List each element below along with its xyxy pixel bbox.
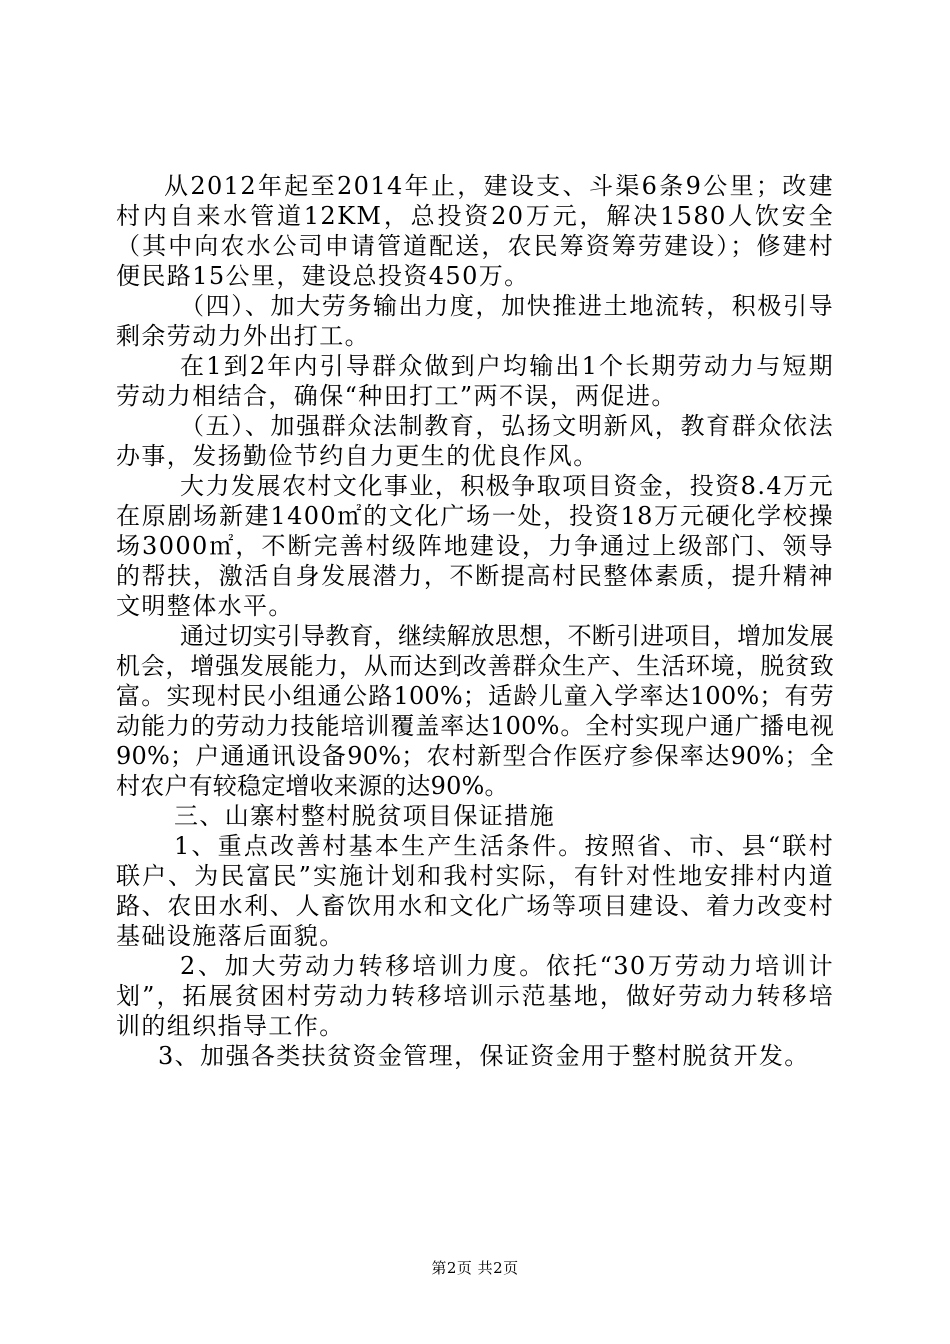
page-number: 第2页 共2页 bbox=[431, 1259, 519, 1277]
paragraph-measure-three: 3、加强各类扶贫资金管理，保证资金用于整村脱贫开发。 bbox=[158, 1042, 810, 1070]
paragraph-section-four-heading: （四）、加大劳务输出力度，加快推进土地流转，积极引导剩余劳动力外出打工。 bbox=[116, 292, 834, 350]
page-footer bbox=[0, 1258, 950, 1278]
paragraph-section-three-heading: 三、山寨村整村脱贫项目保证措施 bbox=[174, 802, 555, 830]
paragraph-water-infrastructure: 从2012年起至2014年止，建设支、斗渠6条9公里；改建村内自来水管道12KM，总投资20万元，解决1580人饮安全（其中向农水公司申请管道配送，农民筹资筹劳建设）；修建村便民路15公里，建设总投资450万。 bbox=[116, 172, 834, 290]
document-body bbox=[116, 171, 834, 1071]
paragraph-measure-one: 1、重点改善村基本生产生活条件。按照省、市、县“联村联户、为民富民”实施计划和我村实际，有针对性地安排村内道路、农田水利、人畜饮用水和文化广场等项目建设、着力改变村基础设施落后面貌。 bbox=[116, 832, 834, 950]
paragraph-culture-development: 大力发展农村文化事业，积极争取项目资金，投资8.4万元在原剧场新建1400㎡的文化广场一处，投资18万元硬化学校操场3000㎡，不断完善村级阵地建设，力争通过上级部门、领导的帮扶，激活自身发展潜力，不断提高村民整体素质，提升精神文明整体水平。 bbox=[116, 472, 834, 620]
paragraph-section-five-heading: （五）、加强群众法制教育，弘扬文明新风，教育群众依法办事，发扬勤俭节约自力更生的优良作风。 bbox=[116, 412, 834, 470]
paragraph-labor-export: 在1到2年内引导群众做到户均输出1个长期劳动力与短期劳动力相结合，确保“种田打工”两不误，两促进。 bbox=[116, 352, 834, 410]
paragraph-goals: 通过切实引导教育，继续解放思想，不断引进项目，增加发展机会，增强发展能力，从而达到改善群众生产、生活环境，脱贫致富。实现村民小组通公路100%；适龄儿童入学率达100%；有劳动能力的劳动力技能培训覆盖率达100%。全村实现户通广播电视90%；户通通讯设备90%；农村新型合作医疗参保率达90%；全村农户有较稳定增收来源的达90%。 bbox=[116, 622, 834, 800]
paragraph-measure-two: 2、加大劳动力转移培训力度。依托“30万劳动力培训计划”，拓展贫困村劳动力转移培训示范基地，做好劳动力转移培训的组织指导工作。 bbox=[116, 952, 834, 1040]
